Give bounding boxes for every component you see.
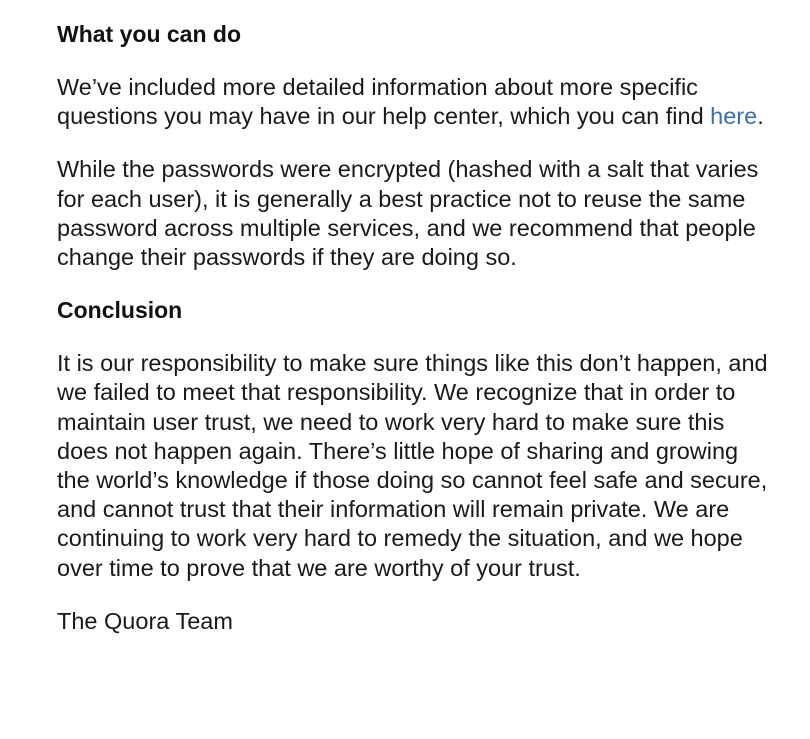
section-heading-what-you-can-do: What you can do (57, 21, 241, 47)
help-center-link[interactable]: here (710, 103, 758, 130)
help-center-text: We’ve included more detailed information about more specific questions you may have in our help center, which you can find (57, 74, 711, 130)
help-center-period: . (757, 103, 764, 130)
password-advice-paragraph: While the passwords were encrypted (hashed with a salt that varies for each user), it is generally a best practice not to reuse the same password across multiple services, and we recommend that people change their passwords if they are doing so. (57, 156, 759, 271)
conclusion-paragraph: It is our responsibility to make sure things like this don’t happen, and we failed to meet that responsibility. We recognize that in order to maintain user trust, we need to work very hard to make sure this does not happen again. There’s little hope of sharing and growing the world’s knowledge if those doing so cannot feel safe and secure, and cannot trust that their information will remain private. We are continuing to work very hard to remedy the situation, and we hope over time to prove that we are worthy of your trust. (57, 350, 768, 581)
section-heading-conclusion: Conclusion (57, 297, 183, 324)
help-center-paragraph (57, 73, 770, 131)
signature: The Quora Team (57, 607, 233, 634)
